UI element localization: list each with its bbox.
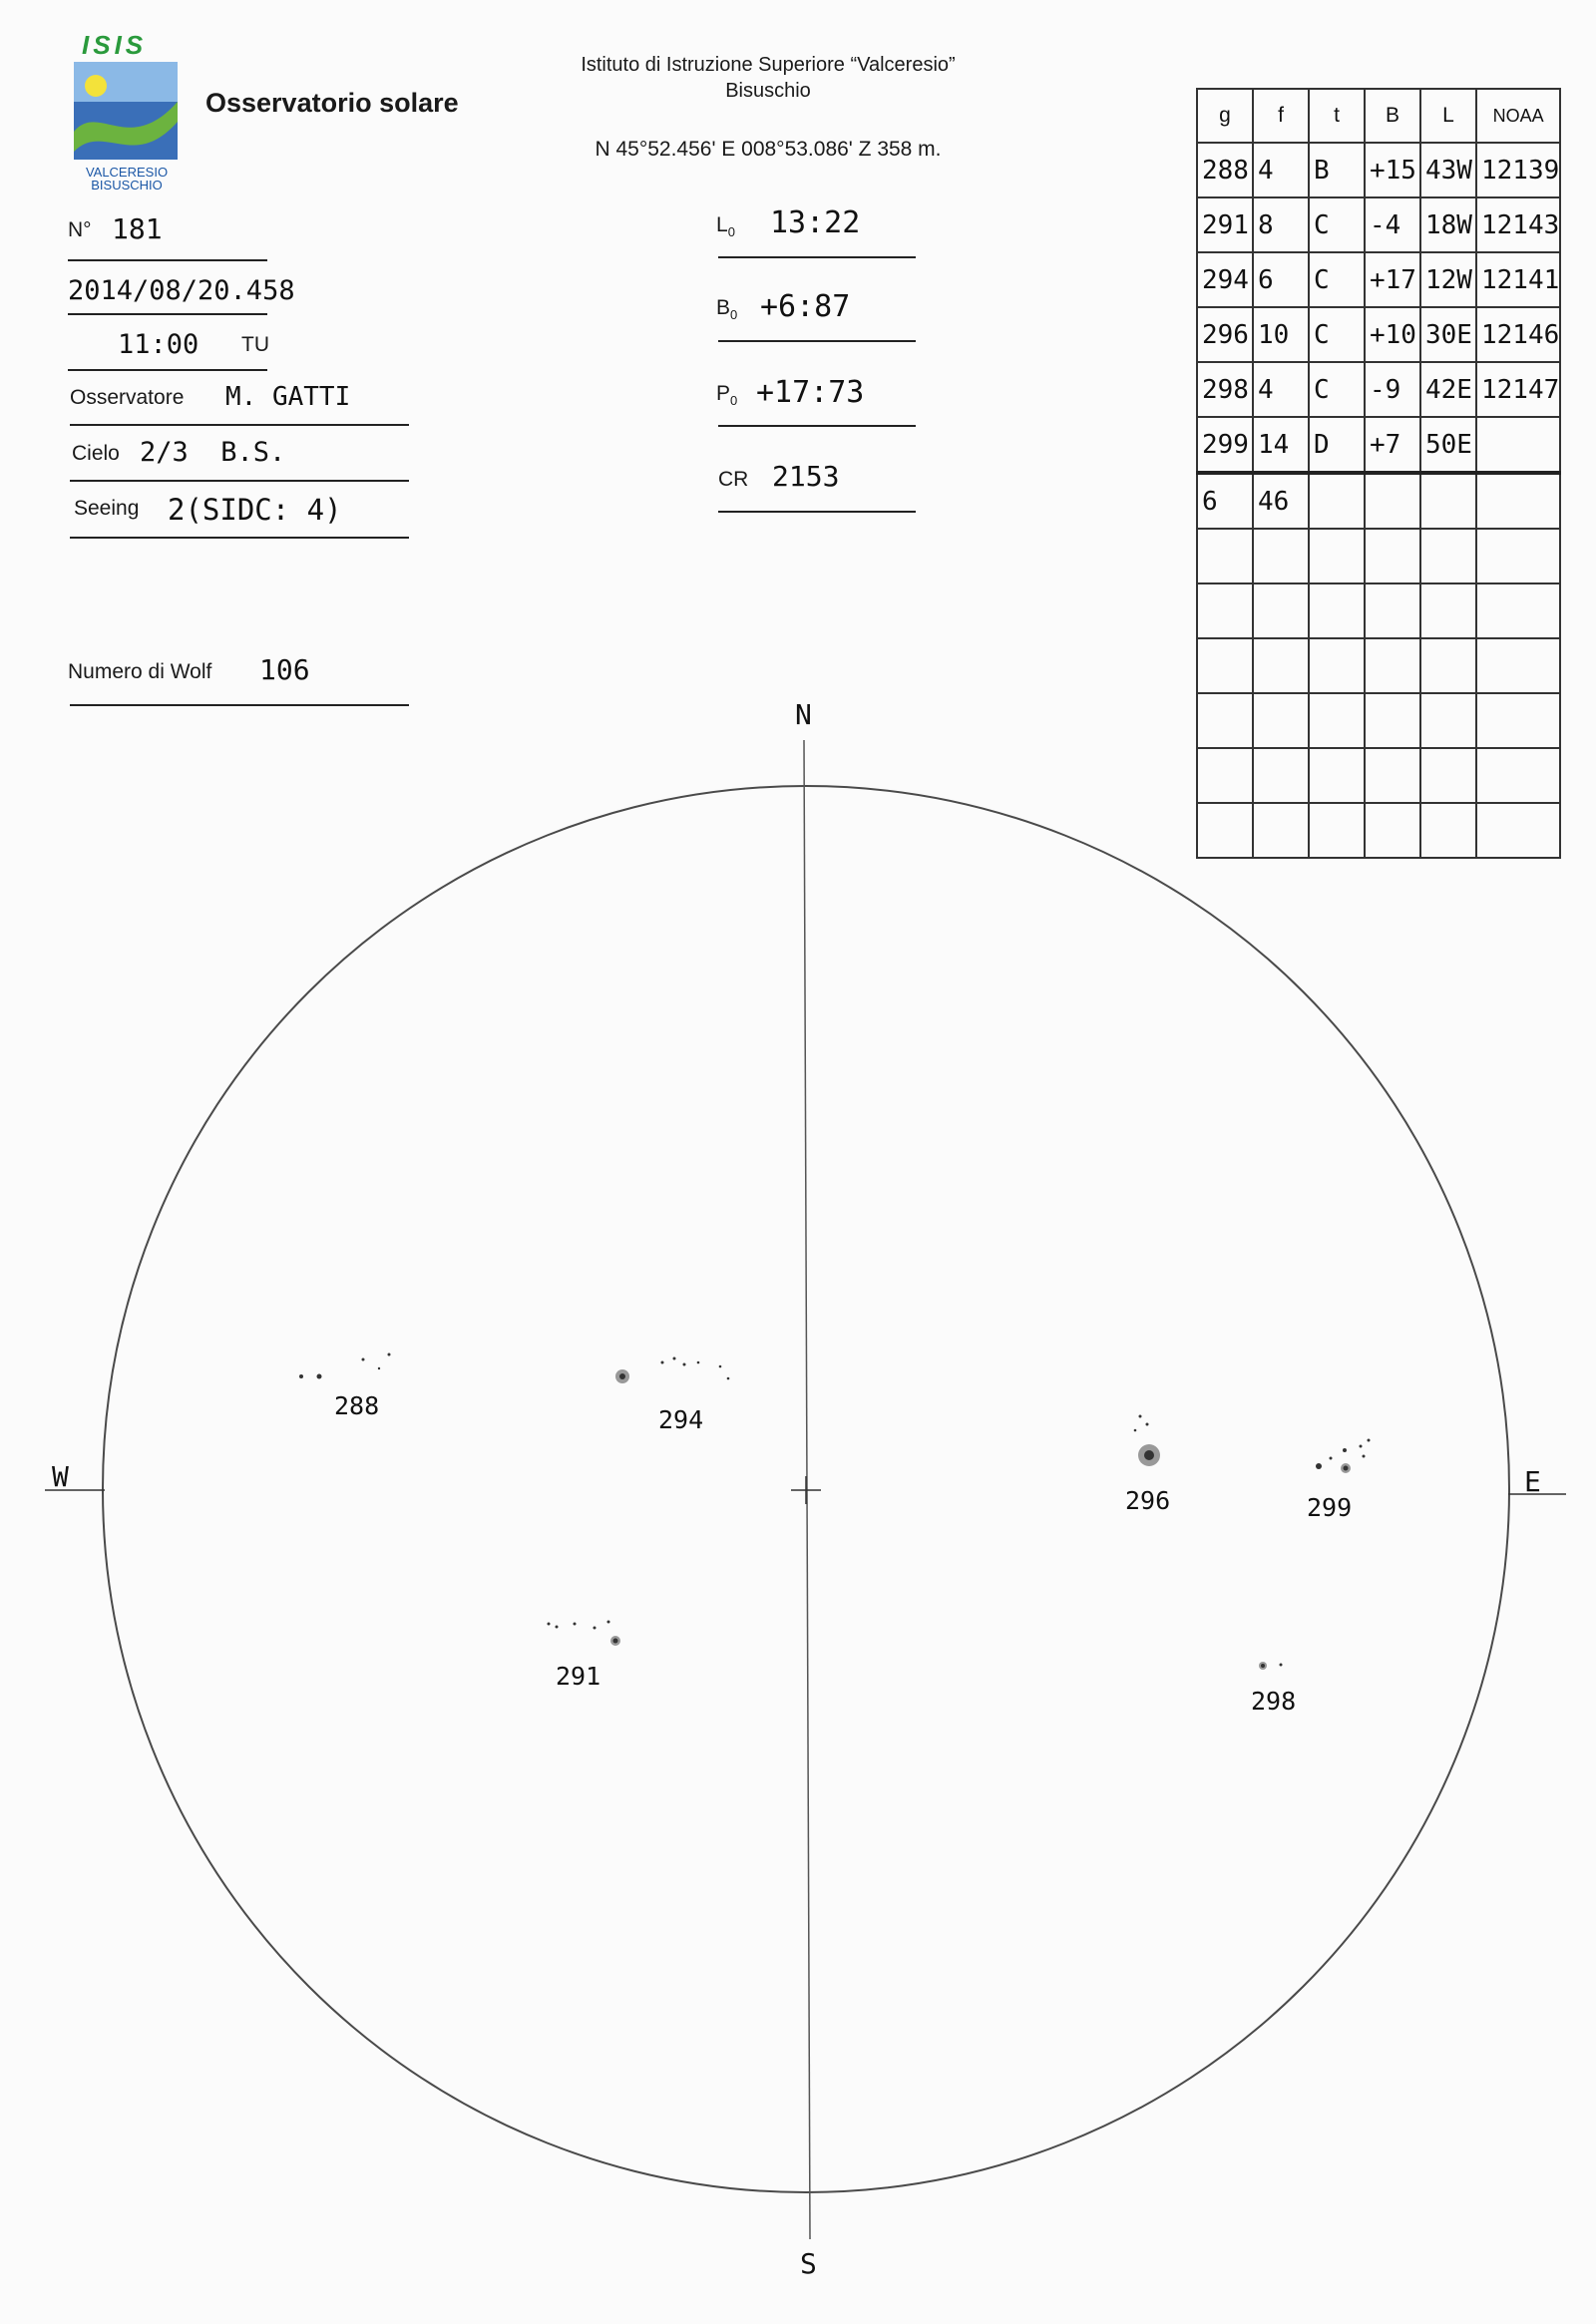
cell-l: 43W [1420,143,1476,197]
cell-t: B [1309,143,1365,197]
number-value: 181 [112,212,163,245]
cell-b: -4 [1365,197,1420,252]
cell-g: 296 [1197,307,1253,362]
cell-t: C [1309,252,1365,307]
b0-label: $B_0$ [716,296,738,323]
logo-word: ISIS [82,30,148,60]
total-cell-g: 6 [1197,473,1253,529]
cell-noaa: 12146 [1476,307,1560,362]
sunspot-group-294-spots [615,1357,729,1384]
time-unit: TU [241,333,269,356]
header-noaa: NOAA [1476,89,1560,143]
header-b: B [1365,89,1420,143]
sunspot-group-288-spots [299,1354,391,1379]
group-label-291: 291 [556,1662,601,1691]
cell-l: 12W [1420,252,1476,307]
cell-b: +15 [1365,143,1420,197]
sky-value: 2/3 B.S. [140,437,286,468]
cell-l: 42E [1420,362,1476,417]
seeing-value: 2(SIDC: 4) [168,493,342,527]
cell-t: C [1309,197,1365,252]
west-label: W [52,1460,69,1493]
cell-f: 8 [1253,197,1309,252]
observer-label: Osservatore [70,386,185,409]
sunspot-group-296-spots [1134,1415,1160,1467]
group-label-299: 299 [1307,1493,1353,1522]
cell-l: 18W [1420,197,1476,252]
sky-label: Cielo [72,442,120,465]
group-label-294: 294 [658,1405,704,1434]
wolf-label: Numero di Wolf [68,660,212,683]
group-label-288: 288 [334,1391,380,1420]
seeing-label: Seeing [74,497,140,520]
east-label: E [1524,1465,1541,1498]
b0-value: +6:87 [760,289,851,324]
sunspot-group-291-spots [548,1621,621,1647]
sunspot-group-298-spots [1259,1662,1283,1670]
cell-t: C [1309,362,1365,417]
cr-label: CR [718,468,749,491]
south-label: S [800,2247,817,2280]
observatory-title: Osservatorio solare [205,88,459,118]
header-f: f [1253,89,1309,143]
time-value: 11:00 [118,329,200,360]
cell-f: 14 [1253,417,1309,473]
cell-noaa: 12141 [1476,252,1560,307]
number-label: N° [68,218,92,241]
p0-value: +17:73 [756,375,865,410]
sunspot-group-299-spots [1316,1439,1371,1474]
cr-value: 2153 [772,460,840,493]
institute-line1: Istituto di Istruzione Superiore “Valceresio” [581,54,956,76]
cell-l: 50E [1420,417,1476,473]
cell-g: 294 [1197,252,1253,307]
cell-g: 288 [1197,143,1253,197]
observatory-coordinates: N 45°52.456' E 008°53.086' Z 358 m. [595,138,942,161]
cell-g: 298 [1197,362,1253,417]
header-g: g [1197,89,1253,143]
cell-b: +17 [1365,252,1420,307]
cell-b: +7 [1365,417,1420,473]
cell-f: 10 [1253,307,1309,362]
total-cell-f: 46 [1253,473,1309,529]
logo-caption-line2: BISUSCHIO [91,178,163,193]
cell-b: -9 [1365,362,1420,417]
cell-t: C [1309,307,1365,362]
cell-noaa: 12147 [1476,362,1560,417]
cell-f: 4 [1253,362,1309,417]
cell-f: 4 [1253,143,1309,197]
wolf-value: 106 [259,653,310,686]
logo-caption-line1: VALCERESIO [85,165,169,180]
group-label-298: 298 [1251,1687,1297,1716]
header-t: t [1309,89,1365,143]
cell-g: 291 [1197,197,1253,252]
north-label: N [795,698,812,731]
institute-line2: Bisuschio [725,80,811,102]
cell-t: D [1309,417,1365,473]
p0-label: $P_0$ [716,382,738,409]
l0-label: $L_0$ [716,213,735,240]
cell-noaa: 12143 [1476,197,1560,252]
cell-l: 30E [1420,307,1476,362]
observer-value: M. GATTI [225,382,351,412]
cell-b: +10 [1365,307,1420,362]
cell-noaa: 12139 [1476,143,1560,197]
cell-g: 299 [1197,417,1253,473]
date-value: 2014/08/20.458 [68,275,295,306]
header-l: L [1420,89,1476,143]
cell-f: 6 [1253,252,1309,307]
l0-value: 13:22 [770,205,861,240]
group-label-296: 296 [1125,1486,1171,1515]
